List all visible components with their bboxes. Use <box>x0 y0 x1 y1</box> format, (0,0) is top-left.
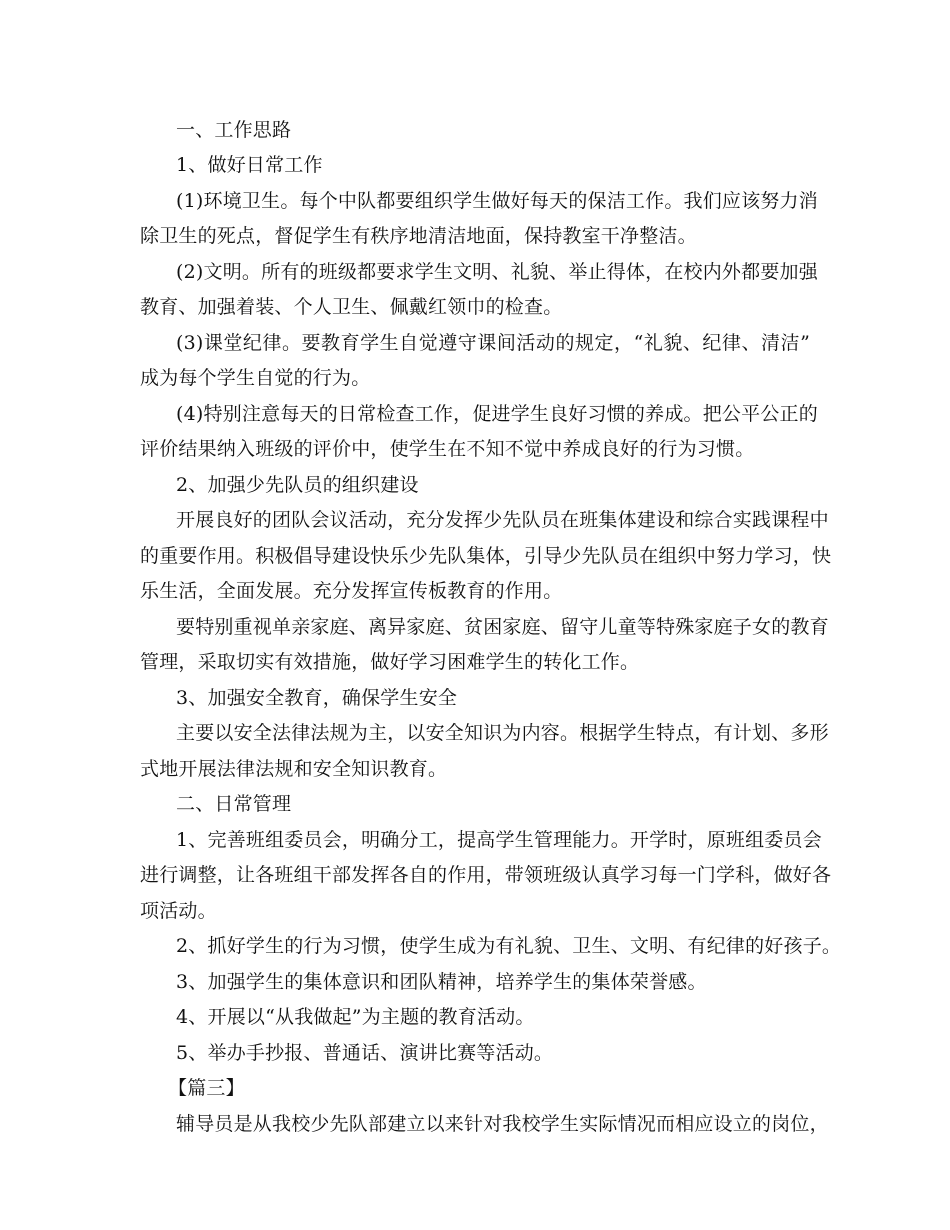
paragraph-line: 的重要作用。积极倡导建设快乐少先队集体，引导少先队员在组织中努力学习，快 <box>140 545 832 567</box>
paragraph-line: (2)文明。所有的班级都要求学生文明、礼貌、举止得体，在校内外都要加强 <box>176 261 818 283</box>
paragraph-line: 开展良好的团队会议活动，充分发挥少先队员在班集体建设和综合实践课程中 <box>176 509 829 531</box>
paragraph-line: 乐生活，全面发展。充分发挥宣传板教育的作用。 <box>140 580 563 602</box>
paragraph-line: 式地开展法律法规和安全知识教育。 <box>140 758 448 780</box>
subheading: 3、加强安全教育，确保学生安全 <box>176 687 458 709</box>
paragraph-line: 辅导员是从我校少先队部建立以来针对我校学生实际情况而相应设立的岗位， <box>176 1113 829 1135</box>
list-item: 5、举办手抄报、普通话、演讲比赛等活动。 <box>176 1042 554 1064</box>
paragraph-line: (4)特别注意每天的日常检查工作，促进学生良好习惯的养成。把公平公正的 <box>176 403 818 425</box>
paragraph-line: (1)环境卫生。每个中队都要组织学生做好每天的保洁工作。我们应该努力消 <box>176 190 818 212</box>
paragraph-line: 1、完善班组委员会，明确分工，提高学生管理能力。开学时，原班组委员会 <box>176 829 822 851</box>
list-item: 4、开展以“从我做起”为主题的教育活动。 <box>176 1006 535 1028</box>
paragraph-line: 教育、加强着装、个人卫生、佩戴红领巾的检查。 <box>140 296 563 318</box>
section-marker: 【篇三】 <box>168 1077 245 1099</box>
paragraph-line: 成为每个学生自觉的行为。 <box>140 367 371 389</box>
subheading: 2、加强少先队员的组织建设 <box>176 474 419 496</box>
paragraph-line: 除卫生的死点，督促学生有秩序地清洁地面，保持教室干净整洁。 <box>140 225 697 247</box>
paragraph-line: 项活动。 <box>140 900 217 922</box>
paragraph-line: 进行调整，让各班组干部发挥各自的作用，带领班级认真学习每一门学科，做好各 <box>140 864 832 886</box>
subheading: 1、做好日常工作 <box>176 154 323 176</box>
paragraph-line: 要特别重视单亲家庭、离异家庭、贫困家庭、留守儿童等特殊家庭子女的教育 <box>176 616 829 638</box>
list-item: 3、加强学生的集体意识和团队精神，培养学生的集体荣誉感。 <box>176 971 707 993</box>
paragraph-line: 管理，采取切实有效措施，做好学习困难学生的转化工作。 <box>140 651 640 673</box>
paragraph-line: (3)课堂纪律。要教育学生自觉遵守课间活动的规定，“礼貌、纪律、清洁” <box>176 332 810 354</box>
section-heading: 一、工作思路 <box>176 119 292 141</box>
paragraph-line: 评价结果纳入班级的评价中，使学生在不知不觉中养成良好的行为习惯。 <box>140 438 755 460</box>
paragraph-line: 主要以安全法律法规为主，以安全知识为内容。根据学生特点，有计划、多形 <box>176 722 829 744</box>
section-heading: 二、日常管理 <box>176 793 292 815</box>
list-item: 2、抓好学生的行为习惯，使学生成为有礼貌、卫生、文明、有纪律的好孩子。 <box>176 935 842 957</box>
